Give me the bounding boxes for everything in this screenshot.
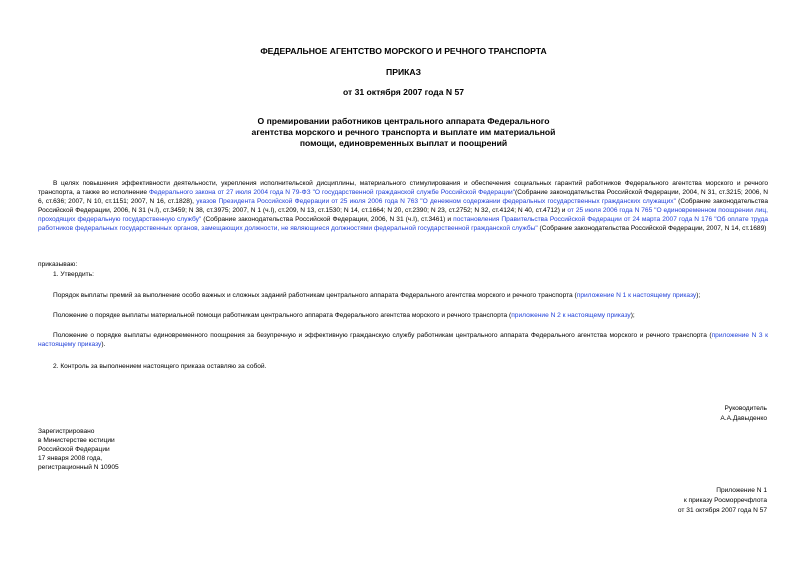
preamble-text-3: (Собрание законодательства Российской Федерации, 2006, N 31 (ч.I), ст.3459; N 38, ст.3975; 2007, N 1 (ч.I), ст.209, N 13, ст.1530; N 14, ст.1664; N 20, ст.2390; N 23, ст.2752; N 32, ст.4124; N 40, ст.4712) и — [38, 198, 768, 215]
preamble-text-2: (Собрание законодательства Российской Федерации, 2004, N 31, ст.3215; 2006, N 6, ст.636; 2007, N 10, ст.1151; 2007, N 16, ст.1828), — [38, 189, 768, 206]
clause-appendix-2 — [53, 311, 768, 320]
link-appendix-1[interactable]: приложение N 1 к настоящему приказу — [576, 292, 697, 299]
preamble-paragraph — [38, 179, 768, 234]
preamble-text-5: (Собрание законодательства Российской Федерации, 2007, N 14, ст.1689) — [537, 225, 767, 233]
item-2-control: 2. Контроль за выполнением настоящего приказа оставляю за собой. — [53, 363, 267, 370]
link-resolution-176[interactable]: постановления Правительства Российской Федерации от 24 марта 2007 года N 176 "Об оплате труда работников федеральных государственных органов, замещающих должности, не являющиеся должностями федеральной государственной гражданской службы" — [38, 216, 768, 233]
link-decree-765[interactable]: от 25 июля 2006 года N 765 "О единовременном поощрении лиц, проходящих федеральную государственную службу" — [38, 207, 768, 224]
registration-line-1: Зарегистрировано — [38, 428, 95, 435]
clause-1-text: Порядок выплаты премий за выполнение особо важных и сложных заданий работникам центрального аппарата Федерального агентства морского и речного транспорта ( — [53, 292, 577, 299]
registration-line-4: 17 января 2008 года, — [38, 455, 103, 462]
clause-2-text: Положение о порядке выплаты материальной помощи работникам центрального аппарата Федерального агентства морского и речного транспорта ( — [53, 312, 512, 319]
clause-appendix-3 — [38, 331, 768, 349]
preamble-text-4: (Собрание законодательства Российской Федерации, 2006, N 31 (ч.I), ст.3461) и — [201, 216, 454, 224]
clause-appendix-1 — [53, 291, 768, 300]
appendix-line-2: к приказу Росморречфлота — [683, 497, 767, 504]
clause-2-end: ); — [630, 312, 635, 319]
appendix-line-1: Приложение N 1 — [716, 487, 767, 494]
item-1-approve: 1. Утвердить: — [53, 271, 94, 278]
appendix-line-3: от 31 октября 2007 года N 57 — [677, 507, 767, 514]
signature-name: А.А.Давыденко — [720, 415, 767, 422]
title-line-2: агентства морского и речного транспорта и выплате им материальной — [251, 127, 556, 137]
clause-3-end: ). — [101, 341, 106, 348]
doc-type-heading: ПРИКАЗ — [386, 67, 421, 77]
preamble-text-1: В целях повышения эффективности деятельности, укрепления исполнительской дисциплины, материального стимулирования и обеспечения социальных гарантий работников Федерального агентства морского и речного транспорта, а также во исполнение — [38, 180, 768, 197]
title-line-1: О премировании работников центрального аппарата Федерального — [257, 116, 550, 126]
clause-1-end: ); — [696, 292, 701, 299]
registration-line-2: в Министерстве юстиции — [38, 437, 115, 444]
link-decree-763[interactable]: указов Президента Российской Федерации от 25 июля 2006 года N 763 "О денежном содержании федеральных государственных гражданских служащих" — [196, 198, 676, 206]
clause-3-text: Положение о порядке выплаты единовременного поощрения за безупречную и эффективную гражданскую службу работникам центрального аппарата Федерального агентства морского и речного транспорта ( — [53, 332, 712, 339]
registration-line-3: Российской Федерации — [38, 446, 110, 453]
signature-role: Руководитель — [724, 405, 767, 412]
title-line-3: помощи, единовременных выплат и поощрений — [299, 138, 508, 148]
link-appendix-3[interactable]: приложение N 3 к настоящему приказу — [38, 332, 768, 348]
registration-line-5: регистрационный N 10905 — [38, 464, 119, 471]
doc-date-number: от 31 октября 2007 года N 57 — [342, 87, 465, 97]
link-appendix-2[interactable]: приложение N 2 к настоящему приказу — [511, 312, 631, 319]
orders-word: приказываю: — [38, 261, 78, 268]
link-federal-law-79fz[interactable]: Федерального закона от 27 июля 2004 года N 79-ФЗ "О государственной гражданской службе Российской Федерации" — [149, 189, 516, 197]
agency-heading: ФЕДЕРАЛЬНОЕ АГЕНТСТВО МОРСКОГО И РЕЧНОГО ТРАНСПОРТА — [260, 46, 547, 56]
